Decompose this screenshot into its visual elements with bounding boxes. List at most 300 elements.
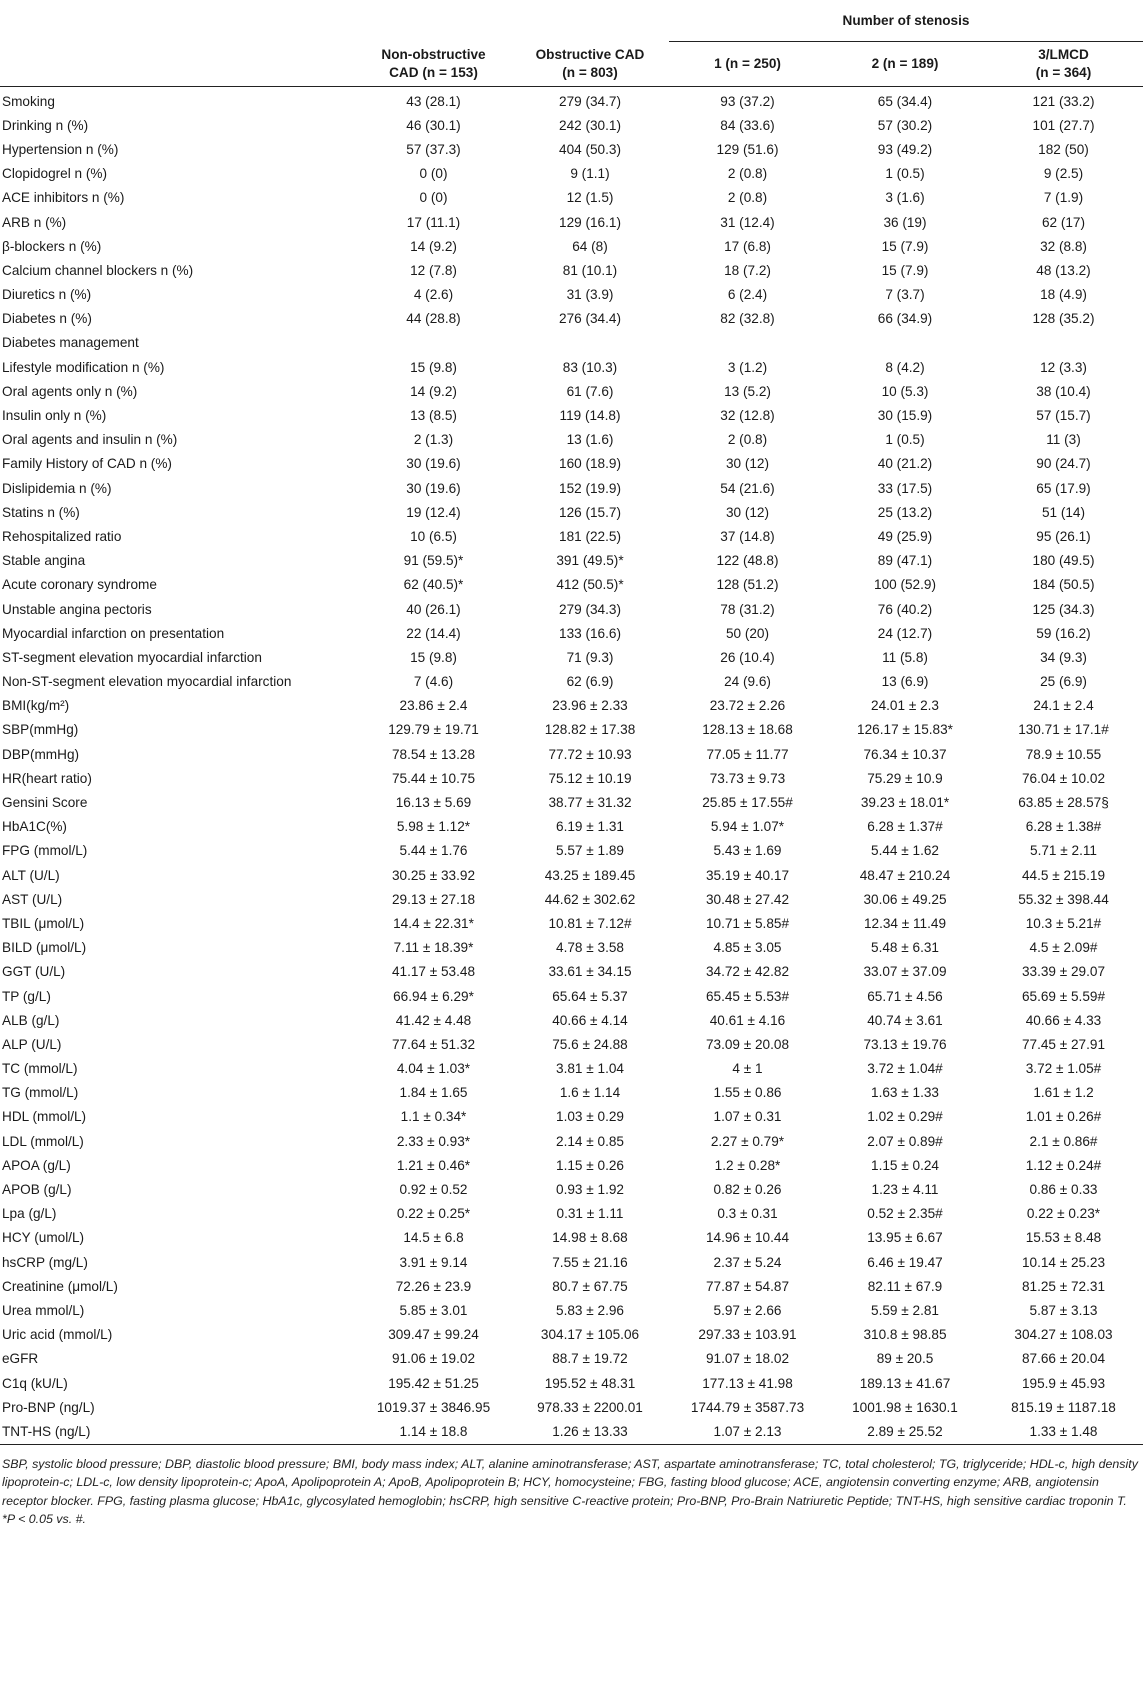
table-row [0,621,1143,645]
cell-value: 30 (19.6) [406,456,461,472]
table-row [0,403,1143,427]
cell-value: 6.19 ± 1.31 [556,819,624,835]
cell-value: 31 (3.9) [566,287,614,303]
cell-value: 5.87 ± 3.13 [1029,1302,1098,1318]
row-label: Gensini Score [2,795,88,811]
cell-value: 122 (48.8) [716,553,779,569]
column-header-line2: (n = 803) [562,64,618,80]
row-label: HDL (mmol/L) [2,1109,87,1125]
cell-value: 2.33 ± 0.93* [396,1133,471,1149]
cell-value: 310.8 ± 98.85 [863,1327,947,1343]
row-label: Oral agents and insulin n (%) [2,432,178,448]
cell-value: 1.63 ± 1.33 [871,1085,939,1101]
cell-value: 77.64 ± 51.32 [391,1036,476,1052]
cell-value: 10.81 ± 7.12# [548,915,632,931]
cell-value: 1.03 ± 0.29 [556,1109,624,1125]
row-label: Uric acid (mmol/L) [2,1327,113,1343]
cell-value: 152 (19.9) [559,480,621,496]
cell-value: 76 (40.2) [877,601,933,617]
row-label: Family History of CAD n (%) [2,456,172,472]
cell-value: 1.2 ± 0.28* [714,1157,781,1173]
cell-value: 5.44 ± 1.62 [871,843,939,859]
row-label: APOA (g/L) [2,1157,71,1173]
cell-value: 82 (32.8) [720,311,775,327]
cell-value: 2.07 ± 0.89# [867,1133,943,1149]
cell-value: 16.13 ± 5.69 [395,795,472,811]
cell-value: 2 (0.8) [727,432,768,448]
cell-value: 26 (10.4) [720,649,775,665]
cell-value: 279 (34.7) [559,93,621,109]
cell-value: 5.85 ± 3.01 [399,1302,468,1318]
row-label: HR(heart ratio) [2,770,92,786]
table-row [0,428,1143,452]
cell-value: 48 (13.2) [1036,262,1091,278]
table-row [0,1129,1143,1153]
table-row [0,1032,1143,1056]
cell-value: 181 (22.5) [559,528,621,544]
cell-value: 14.5 ± 6.8 [403,1230,464,1246]
cell-value: 46 (30.1) [406,117,461,133]
row-label: Unstable angina pectoris [2,601,152,617]
cell-value: 95 (26.1) [1036,528,1091,544]
cell-value: 34.72 ± 42.82 [705,964,790,980]
row-label: Smoking [2,93,55,109]
cell-value: 40.74 ± 3.61 [867,1012,943,1028]
cell-value: 61 (7.6) [566,383,614,399]
cell-value: 15 (9.8) [410,359,457,375]
cell-value: 73.09 ± 20.08 [705,1036,790,1052]
row-label: Urea mmol/L) [2,1302,85,1318]
cell-value: 242 (30.1) [559,117,621,133]
table-row [0,984,1143,1008]
cell-value: 7 (1.9) [1043,190,1084,206]
cell-value: 14.96 ± 10.44 [705,1230,790,1246]
row-label: HbA1C(%) [2,819,67,835]
footnote-significance: *P < 0.05 vs. #. [2,1512,86,1526]
table-row [0,1274,1143,1298]
cell-value: 65 (17.9) [1036,480,1091,496]
row-label: Diuretics n (%) [2,287,92,303]
cell-value: 66 (34.9) [877,311,933,327]
cell-value: 57 (15.7) [1036,408,1091,424]
cell-value: 23.86 ± 2.4 [399,698,468,714]
cell-value: 391 (49.5)* [556,553,624,569]
cell-value: 66.94 ± 6.29* [393,988,474,1004]
stenosis-group-header: Number of stenosis [669,0,1143,42]
cell-value: 78 (31.2) [720,601,775,617]
cell-value: 1.15 ± 0.26 [556,1157,624,1173]
cell-value: 184 (50.5) [1032,577,1095,593]
cell-value: 304.17 ± 105.06 [540,1327,640,1343]
cell-value: 1.14 ± 18.8 [356,1419,511,1444]
cell-value: 40.61 ± 4.16 [709,1012,786,1028]
cell-value: 65 (34.4) [877,93,933,109]
cell-value: 4.5 ± 2.09# [1029,940,1098,956]
cell-value: 80.7 ± 67.75 [552,1278,628,1294]
cell-value: 33 (17.5) [877,480,933,496]
cell-value: 91.07 ± 18.02 [705,1351,790,1367]
header-variable-cell [0,42,356,87]
cell-value: 1.33 ± 1.48 [984,1419,1143,1444]
cell-value: 89 ± 20.5 [876,1351,934,1367]
cell-value: 1019.37 ± 3846.95 [376,1399,491,1415]
table-row [0,790,1143,814]
cell-value: 38.77 ± 31.32 [548,795,632,811]
cell-value: 14 (9.2) [410,238,457,254]
cell-value: 57 (30.2) [877,117,933,133]
row-label: Insulin only n (%) [2,408,107,424]
cell-value: 23.96 ± 2.33 [552,698,628,714]
cell-value: 73.73 ± 9.73 [709,770,786,786]
row-label: ALB (g/L) [2,1012,60,1028]
cell-value: 75.44 ± 10.75 [391,770,476,786]
cell-value: 76.34 ± 10.37 [863,746,947,762]
cell-value [826,331,984,355]
cell-value: 1.02 ± 0.29# [867,1109,943,1125]
cell-value: 11 (3) [1046,432,1081,448]
row-label: Dislipidemia n (%) [2,480,112,496]
cell-value: 4.85 ± 3.05 [713,940,782,956]
row-label: Oral agents only n (%) [2,383,138,399]
cell-value: 1.26 ± 13.33 [511,1419,669,1444]
cell-value: 25 (13.2) [877,504,933,520]
cell-value: 13.95 ± 6.67 [867,1230,943,1246]
table-row [0,960,1143,984]
cell-value: 13 (6.9) [881,674,929,690]
cell-value: 7.55 ± 21.16 [552,1254,628,1270]
row-label: Acute coronary syndrome [2,577,157,593]
cell-value: 10.71 ± 5.85# [705,915,790,931]
cell-value: 89 (47.1) [877,553,933,569]
table-row [0,887,1143,911]
cell-value [356,331,511,355]
cell-value: 0.92 ± 0.52 [399,1182,468,1198]
row-label: Rehospitalized ratio [2,528,122,544]
cell-value: 1.23 ± 4.11 [871,1182,939,1198]
cell-value: 33.61 ± 34.15 [548,964,632,980]
table-row [0,670,1143,694]
header-empty-cell [356,0,511,42]
column-header-three-vessel-lmcd [984,42,1143,87]
cell-value: 30.06 ± 49.25 [863,891,947,907]
row-label: ARB n (%) [2,214,67,230]
column-header-obstructive [511,42,669,87]
table-row [0,234,1143,258]
cell-value: 1.15 ± 0.24 [871,1157,939,1173]
table-row [0,1226,1143,1250]
column-header-non-obstructive [356,42,511,87]
table-footnote [0,1445,1143,1529]
cell-value: 41.42 ± 4.48 [395,1012,472,1028]
cell-value: 40 (21.2) [877,456,933,472]
row-label: Myocardial infarction on presentation [2,625,225,641]
table-row [0,1081,1143,1105]
cell-value: 40.66 ± 4.14 [552,1012,628,1028]
header-empty-cell [0,0,356,42]
cell-value: 101 (27.7) [1032,117,1095,133]
cell-value: 41.17 ± 53.48 [391,964,476,980]
cell-value: 0 (0) [419,166,448,182]
table-row [0,718,1143,742]
cell-value: 78.9 ± 10.55 [1025,746,1102,762]
cell-value: 0.31 ± 1.11 [556,1206,624,1222]
table-row [0,815,1143,839]
table-row [0,500,1143,524]
cell-value: 0.82 ± 0.26 [713,1182,782,1198]
cell-value: 40.66 ± 4.33 [1025,1012,1102,1028]
cell-value: 126 (15.7) [559,504,621,520]
cell-value: 4.78 ± 3.58 [556,940,624,956]
table-row [0,258,1143,282]
cell-value: 128.82 ± 17.38 [544,722,636,738]
cell-value: 12 (7.8) [410,262,457,278]
cell-value: 14.98 ± 8.68 [552,1230,628,1246]
cell-value: 19 (12.4) [406,504,461,520]
table-row [0,452,1143,476]
cell-value: 15 (7.9) [881,262,929,278]
cell-value: 30 (12) [725,456,770,472]
cell-value: 2.89 ± 25.52 [826,1419,984,1444]
row-label: ST-segment elevation myocardial infarction [2,649,262,665]
row-label: HCY (umol/L) [2,1230,85,1246]
table-row [0,1419,1143,1444]
cell-value: 59 (16.2) [1036,625,1091,641]
table-row [0,911,1143,935]
table-row [0,863,1143,887]
cell-value: 5.43 ± 1.69 [713,843,782,859]
cell-value [984,331,1143,355]
cell-value: 24 (9.6) [724,674,771,690]
table-row [0,162,1143,186]
cell-value: 5.71 ± 2.11 [1030,843,1097,859]
cell-value: 100 (52.9) [874,577,936,593]
cell-value: 12 (3.3) [1040,359,1087,375]
cell-value: 6.28 ± 1.38# [1025,819,1102,835]
cell-value: 15 (9.8) [410,649,457,665]
table-row [0,694,1143,718]
table-row [0,839,1143,863]
row-label: Diabetes management [2,335,139,351]
cell-value: 9 (2.5) [1043,166,1084,182]
table-row [0,742,1143,766]
cell-value: 71 (9.3) [566,649,614,665]
table-row [0,186,1143,210]
cell-value: 65.71 ± 4.56 [867,988,943,1004]
cell-value: 62 (6.9) [566,674,614,690]
cell-value: 195.9 ± 45.93 [1021,1375,1106,1391]
cell-value: 12 (1.5) [566,190,614,206]
cell-value: 93 (49.2) [877,141,933,157]
row-label: BILD (μmol/L) [2,940,87,956]
cell-value: 2.37 ± 5.24 [713,1254,782,1270]
cell-value: 4.04 ± 1.03* [396,1061,471,1077]
cell-value: 195.52 ± 48.31 [544,1375,636,1391]
cell-value: 22 (14.4) [406,625,461,641]
footnote-abbreviations: SBP, systolic blood pressure; DBP, diastolic blood pressure; BMI, body mass index; ALT, alanine aminotransferase; AST, aspartate aminotransferase; TC, total cholesterol; TG, triglyceride; HDL-c, high density lipoprotein-c; LDL-c, low density lipoprotein-c; ApoA, Apolipoprotein A; ApoB, Apolipoprotein B; HCY, homocysteine; FBG, fasting blood glucose; ACE, angiotensin converting enzyme; ARB, angiotensin receptor blocker. FPG, fasting plasma glucose; HbA1c, glycosylated hemoglobin; hsCRP, high sensitive C-reactive protein; Pro-BNP, Pro-Brain Natriuretic Peptide; TNT-HS, high sensitive cardiac troponin T. [2,1456,1138,1508]
cell-value: 0.52 ± 2.35# [867,1206,943,1222]
table-row [0,1298,1143,1322]
table-row [0,573,1143,597]
row-label: hsCRP (mg/L) [2,1254,88,1270]
cell-value: 126.17 ± 15.83* [857,722,953,738]
cell-value: 91 (59.5)* [403,553,464,569]
cell-value: 3.81 ± 1.04 [556,1061,624,1077]
cell-value: 2 (0.8) [727,166,768,182]
cell-value: 309.47 ± 99.24 [388,1327,479,1343]
cell-value: 13 (1.6) [566,432,614,448]
cell-value: 182 (50) [1038,141,1089,157]
cell-value: 14.4 ± 22.31* [393,915,474,931]
row-label: ALP (U/L) [2,1036,62,1052]
row-label: C1q (kU/L) [2,1375,68,1391]
cell-value: 5.59 ± 2.81 [871,1302,939,1318]
row-label: FPG (mmol/L) [2,843,88,859]
cell-value: 75.6 ± 24.88 [552,1036,628,1052]
cell-value: 5.44 ± 1.76 [399,843,468,859]
cell-value: 54 (21.6) [720,480,775,496]
cell-value: 15 (7.9) [881,238,929,254]
cell-value: 1.55 ± 0.86 [713,1085,782,1101]
cell-value: 90 (24.7) [1036,456,1091,472]
cell-value: 13 (8.5) [410,408,457,424]
cell-value: 17 (11.1) [406,214,461,230]
cell-value: 1001.98 ± 1630.1 [852,1399,958,1415]
cell-value: 0.22 ± 0.25* [396,1206,471,1222]
cell-value: 73.13 ± 19.76 [863,1036,947,1052]
cell-value: 44.5 ± 215.19 [1021,867,1106,883]
cell-value: 195.42 ± 51.25 [388,1375,479,1391]
row-label: Pro-BNP (ng/L) [2,1399,95,1415]
table-row [0,766,1143,790]
cell-value: 32 (12.8) [720,408,775,424]
cell-value: 160 (18.9) [559,456,621,472]
cell-value: 18 (4.9) [1040,287,1087,303]
cell-value: 65.64 ± 5.37 [552,988,628,1004]
cell-value: 0.3 ± 0.31 [717,1206,778,1222]
cell-value: 1.21 ± 0.46* [396,1157,471,1173]
cell-value: 815.19 ± 1187.18 [1011,1399,1116,1415]
cell-value: 1.07 ± 0.31 [713,1109,782,1125]
cell-value: 1 (0.5) [885,432,925,448]
cell-value: 125 (34.3) [1032,601,1095,617]
row-label: TNT-HS (ng/L) [0,1419,356,1444]
table-row [0,549,1143,573]
cell-value: 128.13 ± 18.68 [702,722,793,738]
cell-value: 57 (37.3) [406,141,461,157]
table-row [0,1057,1143,1081]
cell-value: 2 (1.3) [413,432,454,448]
cell-value: 55.32 ± 398.44 [1018,891,1109,907]
cell-value: 11 (5.8) [882,649,928,665]
table-row [0,1250,1143,1274]
row-label: Clopidogrel n (%) [2,166,108,182]
cell-value: 65.45 ± 5.53# [705,988,790,1004]
table-row [0,283,1143,307]
cell-value: 24.01 ± 2.3 [871,698,939,714]
cell-value: 128 (35.2) [1032,311,1095,327]
row-label: Drinking n (%) [2,117,89,133]
table-row [0,355,1143,379]
column-header-line1: 1 (n = 250) [714,56,781,71]
cell-value: 33.39 ± 29.07 [1021,964,1106,980]
cell-value: 93 (37.2) [720,93,775,109]
table-row [0,1177,1143,1201]
cell-value: 7 (4.6) [413,674,454,690]
cell-value: 128 (51.2) [716,577,779,593]
cell-value: 15.53 ± 8.48 [1025,1230,1102,1246]
table-row [0,87,1143,114]
cell-value: 304.27 ± 108.03 [1014,1327,1113,1343]
cell-value: 180 (49.5) [1032,553,1095,569]
cell-value: 2.27 ± 0.79* [710,1133,785,1149]
cell-value: 39.23 ± 18.01* [860,795,950,811]
cell-value: 29.13 ± 27.18 [391,891,476,907]
cell-value: 84 (33.6) [720,117,775,133]
row-label: Hypertension n (%) [2,141,119,157]
table-row [0,113,1143,137]
cell-value: 48.47 ± 210.24 [859,867,951,883]
cell-value: 76.04 ± 10.02 [1021,770,1106,786]
table-row [0,1347,1143,1371]
column-header-line1: Non-obstructive [381,46,486,62]
cell-value: 8 (4.2) [885,359,925,375]
row-label: TBIL (μmol/L) [2,915,85,931]
cell-value: 5.98 ± 1.12* [396,819,471,835]
header-empty-cell [511,0,669,42]
cell-value: 23.72 ± 2.26 [709,698,786,714]
cell-value: 9 (1.1) [570,166,610,182]
table-body [0,87,1143,1445]
table-row [0,307,1143,331]
row-label: TC (mmol/L) [2,1061,78,1077]
table-row [0,1323,1143,1347]
cell-value: 17 (6.8) [724,238,771,254]
cell-value: 30 (19.6) [406,480,461,496]
row-label: Stable angina [2,553,86,569]
row-label: LDL (mmol/L) [2,1133,84,1149]
cell-value: 1.1 ± 0.34* [400,1109,467,1125]
cell-value: 2.1 ± 0.86# [1029,1133,1098,1149]
cell-value: 4 (2.6) [413,287,454,303]
column-header-one-vessel [669,42,826,87]
cell-value: 7.11 ± 18.39* [393,940,474,956]
table-row [0,1008,1143,1032]
cell-value: 51 (14) [1041,504,1086,520]
cell-value: 18 (7.2) [724,262,771,278]
cell-value: 189.13 ± 41.67 [859,1375,951,1391]
cell-value: 32 (8.8) [1040,238,1087,254]
table-row [0,597,1143,621]
cell-value: 1.07 ± 2.13 [669,1419,826,1444]
cell-value: 34 (9.3) [1040,649,1087,665]
cell-value: 4 ± 1 [732,1061,763,1077]
row-label: TG (mmol/L) [2,1085,79,1101]
cell-value: 77.72 ± 10.93 [548,746,632,762]
cell-value: 1.61 ± 1.2 [1033,1085,1094,1101]
cell-value: 5.97 ± 2.66 [713,1302,782,1318]
row-label: TP (g/L) [2,988,51,1004]
column-header-line2: CAD (n = 153) [389,64,478,80]
cell-value: 83 (10.3) [562,359,618,375]
cell-value: 978.33 ± 2200.01 [537,1399,643,1415]
cell-value: 12.34 ± 11.49 [863,915,947,931]
cell-value: 129 (51.6) [716,141,779,157]
cell-value: 276 (34.4) [559,311,621,327]
cell-value: 129 (16.1) [559,214,621,230]
cell-value: 62 (17) [1041,214,1086,230]
table-row [0,476,1143,500]
cell-value: 62 (40.5)* [403,577,464,593]
